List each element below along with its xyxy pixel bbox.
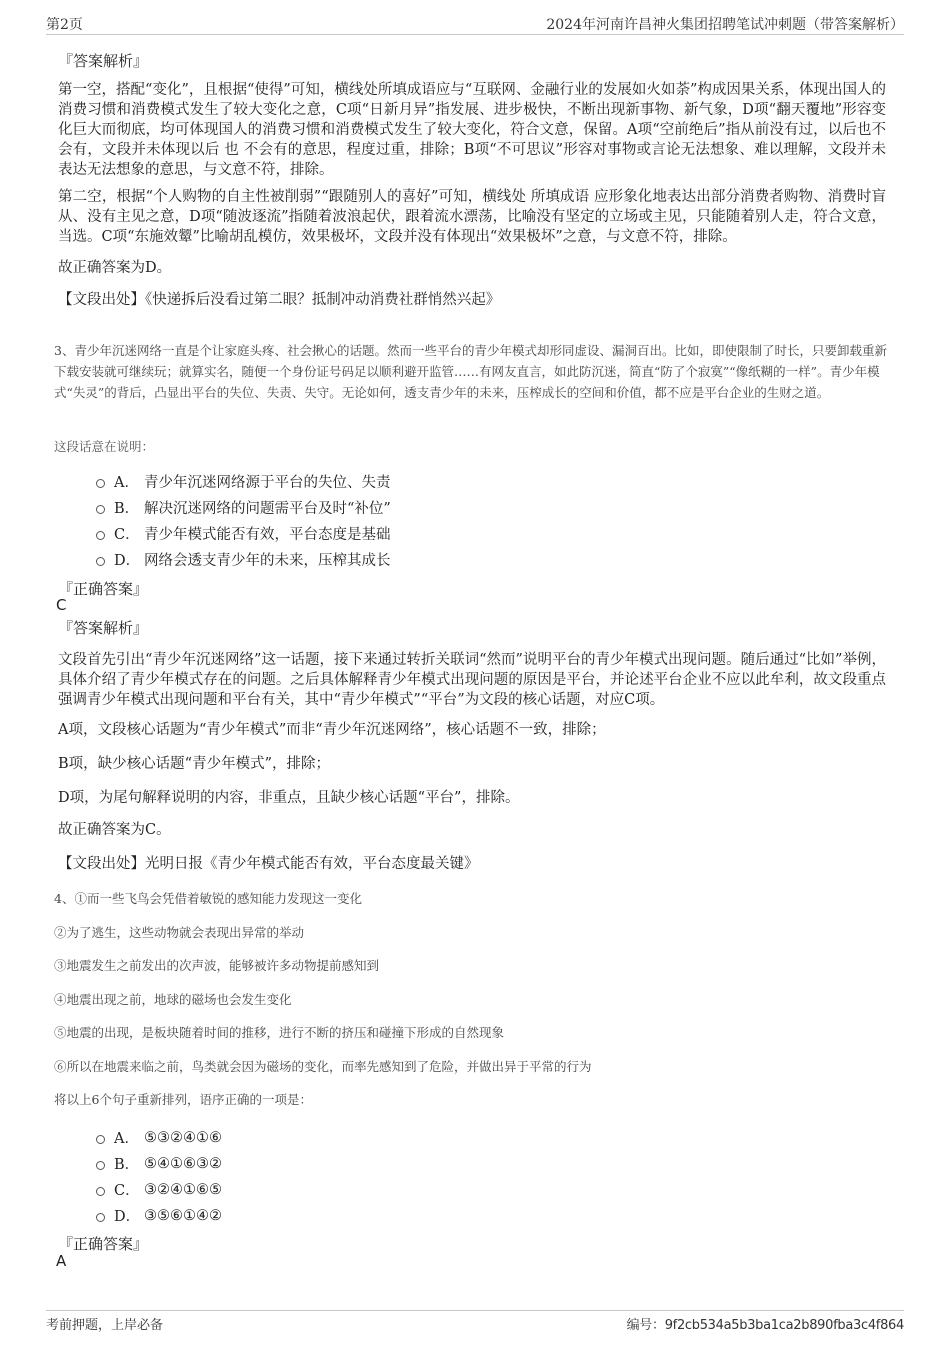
q4-sentence-5: ⑤地震的出现，是板块随着时间的推移，进行不断的挤压和碰撞下形成的自然现象 — [54, 1025, 505, 1040]
q4-answer: A — [56, 1252, 67, 1270]
option-letter: D． — [114, 553, 141, 569]
option-letter: A． — [114, 1131, 139, 1147]
q4-answer-label: 『正确答案』 — [58, 1235, 149, 1253]
option-text: ⑤④①⑥③② — [144, 1155, 222, 1172]
q3-option-b[interactable] — [96, 497, 391, 518]
option-letter: B． — [114, 1157, 140, 1173]
option-text: ⑤③②④①⑥ — [144, 1129, 222, 1146]
q2-analysis-label: 『答案解析』 — [58, 52, 149, 70]
q2-analysis-para2: 第二空，根据“个人购物的自主性被削弱”“跟随别人的喜好”可知，横线处 所填成语 应形象化地表达出部分消费者购物、消费时盲从、没有主见之意，D项“随波逐流”指随着波浪起伏，跟着流水漂荡，比喻没有坚定的立场或主见，只能随着别人走，符合文意，当选。C项“东施效颦”比喻胡乱模仿，效果极坏，文段并没有体现出“效果极坏”之意，与文意不符，排除。 — [58, 189, 886, 245]
document-title: 2024年河南许昌神火集团招聘笔试冲刺题（带答案解析） — [546, 17, 904, 33]
q3-analysis-para2: A项，文段核心话题为“青少年模式”而非“青少年沉迷网络”，核心话题不一致，排除； — [58, 722, 606, 738]
option-text: ③⑤⑥①④② — [144, 1207, 222, 1224]
q3-option-d[interactable] — [96, 549, 391, 570]
option-letter: B． — [114, 501, 140, 517]
q3-option-c[interactable] — [96, 523, 391, 544]
radio-icon[interactable] — [96, 1187, 105, 1196]
option-text: 青少年模式能否有效，平台态度是基础 — [144, 527, 391, 543]
footer-slogan: 考前押题，上岸必备 — [46, 1318, 164, 1333]
q3-option-a[interactable] — [96, 471, 391, 492]
q4-sentence-1: 4、①而一些飞鸟会凭借着敏锐的感知能力发现这一变化 — [54, 891, 362, 906]
radio-icon[interactable] — [96, 557, 105, 566]
radio-icon[interactable] — [96, 505, 105, 514]
radio-icon[interactable] — [96, 479, 105, 488]
q4-sentence-6: ⑥所以在地震来临之前，鸟类就会因为磁场的变化，而率先感知到了危险，并做出异于平常的行为 — [54, 1059, 592, 1074]
q3-source: 【文段出处】光明日报《青少年模式能否有效，平台态度最关键》 — [58, 856, 479, 872]
q4-sentence-2: ②为了逃生，这些动物就会表现出异常的举动 — [54, 925, 305, 940]
page-header — [46, 14, 904, 35]
option-text: 解决沉迷网络的问题需平台及时“补位” — [144, 501, 391, 517]
q4-question: 将以上6个句子重新排列，语序正确的一项是： — [54, 1092, 312, 1107]
radio-icon[interactable] — [96, 1161, 105, 1170]
q4-option-d[interactable] — [96, 1205, 222, 1226]
q4-option-b[interactable] — [96, 1153, 222, 1174]
q3-conclusion: 故正确答案为C。 — [58, 822, 171, 838]
q2-analysis-para1: 第一空，搭配“变化”，且根据“使得”可知，横线处所填成语应与“互联网、金融行业的发展如火如荼”构成因果关系，体现出国人的消费习惯和消费模式发生了较大变化之意，C项“日新月异”指发展、进步极快，不断出现新事物、新气象，D项“翻天覆地”形容变化巨大而彻底，均可体现国人的消费习惯和消费模式发生了较大变化，符合文意，保留。A项“空前绝后”指从前没有过，以后也不会有，文段并未体现以后 也 不会有的意思，程度过重，排除；B项“不可思议”形容对事物或言论无法想象、难以理解，文段并未表达无法想象的意思，与文意不符，排除。 — [58, 82, 886, 178]
q3-analysis-para1: 文段首先引出“青少年沉迷网络”这一话题，接下来通过转折关联词“然而”说明平台的青少年模式出现问题。随后通过“比如”举例，具体介绍了青少年模式存在的问题。之后具体解释青少年模式出现问题的原因是平台，并论述平台企业不应以此牟利，故文段重点强调青少年模式出现问题和平台有关，其中“青少年模式”“平台”为文段的核心话题，对应C项。 — [58, 652, 886, 708]
page-footer — [46, 1310, 904, 1336]
q4-option-c[interactable] — [96, 1179, 222, 1200]
document-id: 编号：9f2cb534a5b3ba1ca2b890fba3c4f864 — [626, 1318, 904, 1333]
q4-sentence-4: ④地震出现之前，地球的磁场也会发生变化 — [54, 992, 292, 1007]
q3-question: 这段话意在说明： — [54, 439, 155, 454]
page-number: 第2页 — [46, 17, 83, 33]
q3-analysis-para3: B项，缺少核心话题“青少年模式”，排除； — [58, 756, 330, 772]
option-letter: C． — [114, 527, 140, 543]
option-text: 青少年沉迷网络源于平台的失位、失责 — [144, 475, 391, 491]
q3-answer-label: 『正确答案』 — [58, 580, 149, 598]
q4-sentence-3: ③地震发生之前发出的次声波，能够被许多动物提前感知到 — [54, 958, 380, 973]
option-letter: C． — [114, 1183, 140, 1199]
option-letter: A． — [114, 475, 139, 491]
option-text: 网络会透支青少年的未来，压榨其成长 — [144, 553, 391, 569]
option-letter: D． — [114, 1209, 141, 1225]
q2-source: 【文段出处】《快递拆后没看过第二眼？抵制冲动消费社群悄然兴起》 — [58, 292, 501, 308]
radio-icon[interactable] — [96, 1213, 105, 1222]
q3-analysis-para4: D项，为尾句解释说明的内容，非重点，且缺少核心话题“平台”，排除。 — [58, 790, 520, 806]
q3-analysis-label: 『答案解析』 — [58, 619, 149, 637]
q4-option-a[interactable] — [96, 1127, 222, 1148]
radio-icon[interactable] — [96, 531, 105, 540]
radio-icon[interactable] — [96, 1135, 105, 1144]
q2-conclusion: 故正确答案为D。 — [58, 260, 172, 276]
q3-answer: C — [56, 596, 67, 614]
option-text: ③②④①⑥⑤ — [144, 1181, 222, 1198]
q3-stem: 3、青少年沉迷网络一直是个让家庭头疼、社会揪心的话题。然而一些平台的青少年模式却形同虚设、漏洞百出。比如，即使限制了时长，只要卸载重新下载安装就可继续玩；就算实名，随便一个身份证号码足以顺利避开监管……有网友直言，如此防沉迷，简直“防了个寂寞”“像纸糊的一样”。青少年模式“失灵”的背后，凸显出平台的失位、失责、失守。无论如何，透支青少年的未来，压榨成长的空间和价值，都不应是平台企业的生财之道。 — [54, 343, 887, 400]
